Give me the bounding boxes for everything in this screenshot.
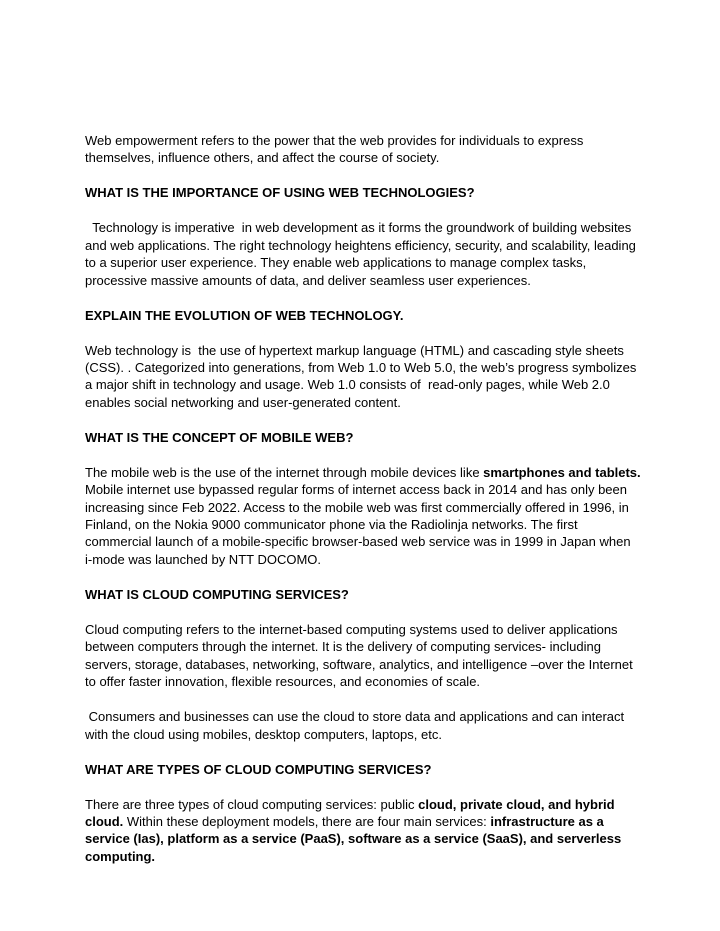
heading-importance-web-technologies: WHAT IS THE IMPORTANCE OF USING WEB TECHNOLOGIES? bbox=[85, 185, 475, 201]
heading-types-cloud-computing: WHAT ARE TYPES OF CLOUD COMPUTING SERVICES? bbox=[85, 761, 432, 777]
mobile-web-text-a: The mobile web is the use of the internet through mobile devices like bbox=[85, 464, 484, 480]
heading-mobile-web: WHAT IS THE CONCEPT OF MOBILE WEB? bbox=[85, 429, 354, 445]
heading-evolution-web-technology: EXPLAIN THE EVOLUTION OF WEB TECHNOLOGY. bbox=[85, 307, 404, 323]
cloud-types-text-a: There are three types of cloud computing services: public bbox=[85, 796, 419, 812]
paragraph-cloud-computing-definition: Cloud computing refers to the internet-based computing systems used to deliver applications between computers through the internet. It is the delivery of computing services- including servers, storage, databases, networking, software, analytics, and intelligence –over the Internet to offer faster innovation, flexible resources, and economies of scale. bbox=[85, 621, 637, 690]
paragraph-types-cloud-computing bbox=[85, 796, 641, 866]
cloud-types-text-bold-models: cloud, private cloud, and hybrid cloud. bbox=[85, 796, 619, 829]
document-page bbox=[85, 132, 645, 883]
mobile-web-text-c: Mobile internet use bypassed regular forms of internet access back in 2014 and has only been increasing since Feb 2022. Access to the mobile web was first commercially offered in 1996, in Finland, on the Nokia 9000 communicator phone via the Radiolinja networks. The first commercial launch of a mobile-specific browser-based web service was in 1999 in Japan when i-mode was launched by NTT DOCOMO. bbox=[85, 464, 645, 567]
paragraph-cloud-consumers: Consumers and businesses can use the cloud to store data and applications and can interact with the cloud using mobiles, desktop computers, laptops, etc. bbox=[85, 709, 628, 742]
paragraph-evolution-web-technology: Web technology is the use of hypertext markup language (HTML) and cascading style sheets (CSS). . Categorized into generations, from Web 1.0 to Web 5.0, the web’s progress symbolizes a major shift in technology and usage. Web 1.0 consists of read-only pages, while Web 2.0 enables social networking and user-generated content. bbox=[85, 342, 640, 410]
paragraph-web-empowerment: Web empowerment refers to the power that the web provides for individuals to express themselves, influence others, and affect the course of society. bbox=[85, 133, 587, 166]
mobile-web-text-bold: smartphones and tablets. bbox=[483, 464, 641, 480]
cloud-types-text-bold-services: infrastructure as a service (Ias), platform as a service (PaaS), software as a service (SaaS), and serverless computing. bbox=[85, 813, 625, 864]
paragraph-mobile-web bbox=[85, 464, 645, 568]
paragraph-importance-web-technologies: Technology is imperative in web development as it forms the groundwork of building websites and web applications. The right technology heightens efficiency, security, and scalability, leading to a superior user experience. They enable web applications to manage complex tasks, processive massive amounts of data, and deliver seamless user experiences. bbox=[85, 220, 640, 288]
heading-cloud-computing-services: WHAT IS CLOUD COMPUTING SERVICES? bbox=[85, 586, 349, 602]
cloud-types-text-c: Within these deployment models, there are four main services: bbox=[123, 813, 491, 829]
